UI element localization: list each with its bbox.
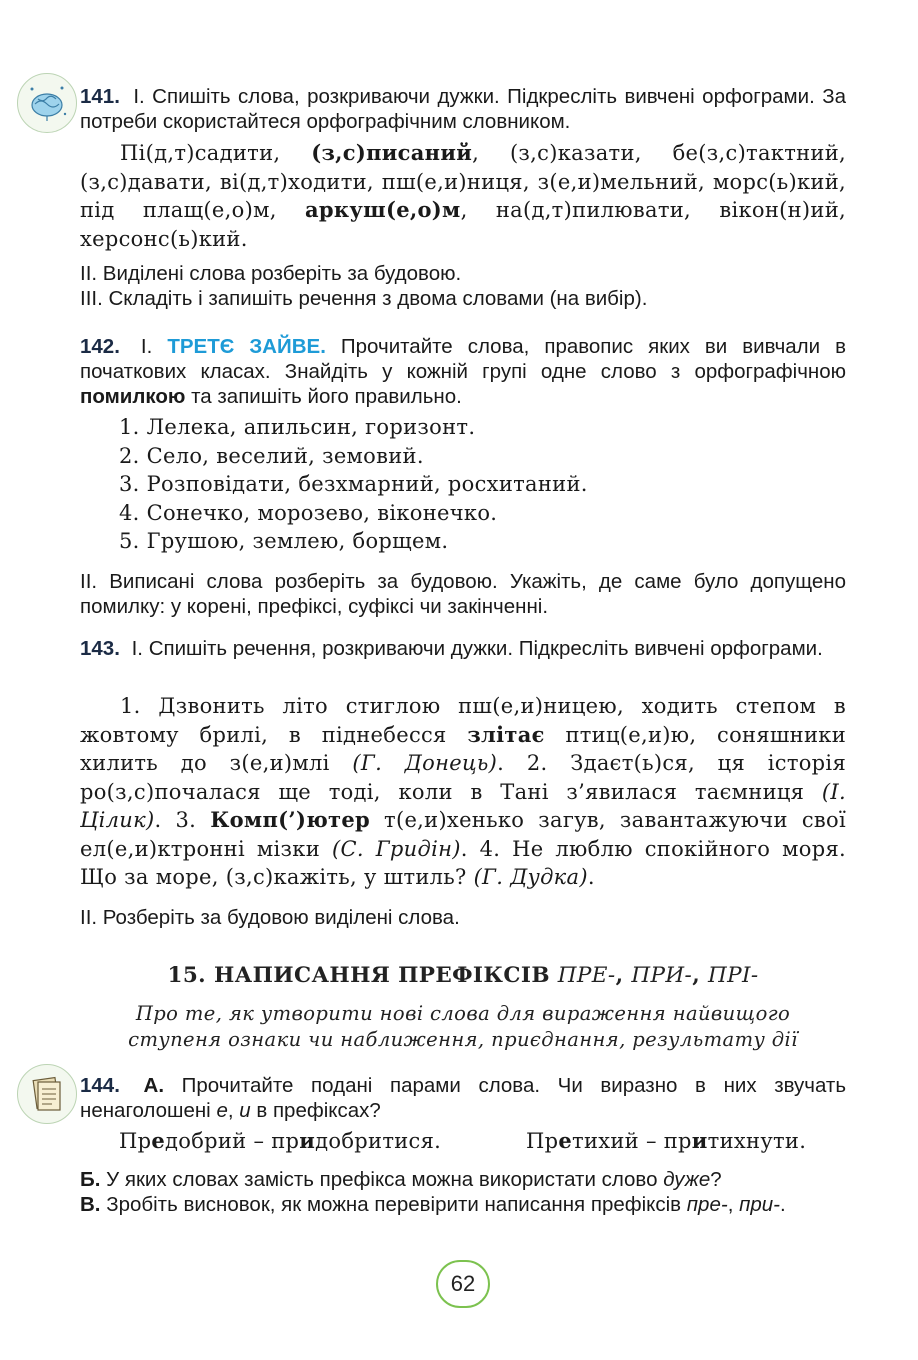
ex141-words: Пі(д,т)садити, (з,с)писаний, (з,с)казати, бе(з,с)тактний, (з,с)давати, ві(д,т)ходити, пш(е,и)ниця, з(е,и)мельний, морс(ь)кий, під плащ(е,о)м, аркуш(е,о)м, на(д,т)пилювати, вікон(н)ий, херсонс(ь)кий. xyxy=(80,140,847,251)
word-pair-1: Предобрий – придобритися. xyxy=(119,1128,442,1153)
ex141-task3: ІІІ. Складіть і запишіть речення з двома словами (на вибір). xyxy=(80,287,648,310)
ex141-task: 141. І. Спишіть слова, розкриваючи дужки. Підкресліть вивчені орфограми. За потреби скористайтеся орфографічним словником. xyxy=(80,85,846,133)
author: (Г. Донець) xyxy=(352,751,498,775)
list-item: 1. Лелека, апильсин, горизонт. xyxy=(119,415,476,439)
page-number: 62 xyxy=(436,1260,490,1308)
author: (С. Гридін) xyxy=(331,836,461,861)
ex144-task-v: В. Зробіть висновок, як можна перевірити написання префіксів пре-, при-. xyxy=(80,1193,786,1216)
section-title: 15. НАПИСАННЯ ПРЕФІКСІВ ПРЕ-, ПРИ-, ПРІ- xyxy=(167,963,759,988)
section-subtitle: Про те, як утворити нові слова для вираження найвищого ступеня ознаки чи наближення, приєднання, результату дії xyxy=(128,1002,798,1051)
ex143-task: 143. І. Спишіть речення, розкриваючи дужки. Підкресліть вивчені орфограми. xyxy=(80,637,823,660)
task-type-label: ТРЕТЄ ЗАЙВЕ. xyxy=(167,335,326,358)
ex141-task2: ІІ. Виділені слова розберіть за будовою. xyxy=(80,262,462,285)
ex144-task-a: 144. А. Прочитайте подані парами слова. Чи виразно в них звучать ненаголошені е, и в префіксах? xyxy=(80,1074,846,1122)
list-item: 5. Грушою, землею, борщем. xyxy=(119,529,449,553)
list-item: 3. Розповідати, безхмарний, росхитаний. xyxy=(119,472,588,496)
exercise-number: 141. xyxy=(80,85,120,108)
brain-icon xyxy=(17,73,77,133)
exercise-number: 143. xyxy=(80,637,120,660)
exercise-number: 144. xyxy=(80,1074,120,1097)
ex142-task2: ІІ. Виписані слова розберіть за будовою. Укажіть, де саме було допущено помилку: у корені, префіксі, суфіксі чи закінченні. xyxy=(80,570,846,618)
ex143-text: 1. Дзвонить літо стиглою пш(е,и)ницею, ходить степом в жовтому брилі, в піднебесся злітає птиц(е,и)ю, соняшники хилить до з(е,и)млі (Г. Донець). 2. Здаєт(ь)ся, ця історія ро(з,с)почалася ще тоді, коли в Тані з’явилася таємниця (І. Цілик). 3. Комп(’)ютер т(е,и)хенько загув, завантажуючи свої ел(е,и)ктронні мізки (С. Гридін). 4. Не люблю спокійного моря. Що за море, (з,с)кажіть, у штиль? (Г. Дудка). xyxy=(80,694,847,889)
author: (І. Цілик) xyxy=(80,779,846,832)
word-pair-2: Претихий – притихнути. xyxy=(526,1128,807,1153)
ex142-list xyxy=(119,413,819,556)
notebook-icon xyxy=(17,1064,77,1124)
list-item: 4. Сонечко, морозево, віконечко. xyxy=(119,500,498,525)
ex143-task2: ІІ. Розберіть за будовою виділені слова. xyxy=(80,906,460,929)
list-item: 2. Село, веселий, земовий. xyxy=(119,443,424,468)
exercise-number: 142. xyxy=(80,335,120,358)
ex144-task-b: Б. У яких словах замість префікса можна використати слово дуже? xyxy=(80,1168,722,1191)
author: (Г. Дудка) xyxy=(473,865,588,889)
ex142-task: 142. І. ТРЕТЄ ЗАЙВЕ. Прочитайте слова, правопис яких ви вивчали в початкових класах. Знайдіть у кожній групі одне слово з орфографічною помилкою та запишіть його правильно. xyxy=(80,335,846,408)
